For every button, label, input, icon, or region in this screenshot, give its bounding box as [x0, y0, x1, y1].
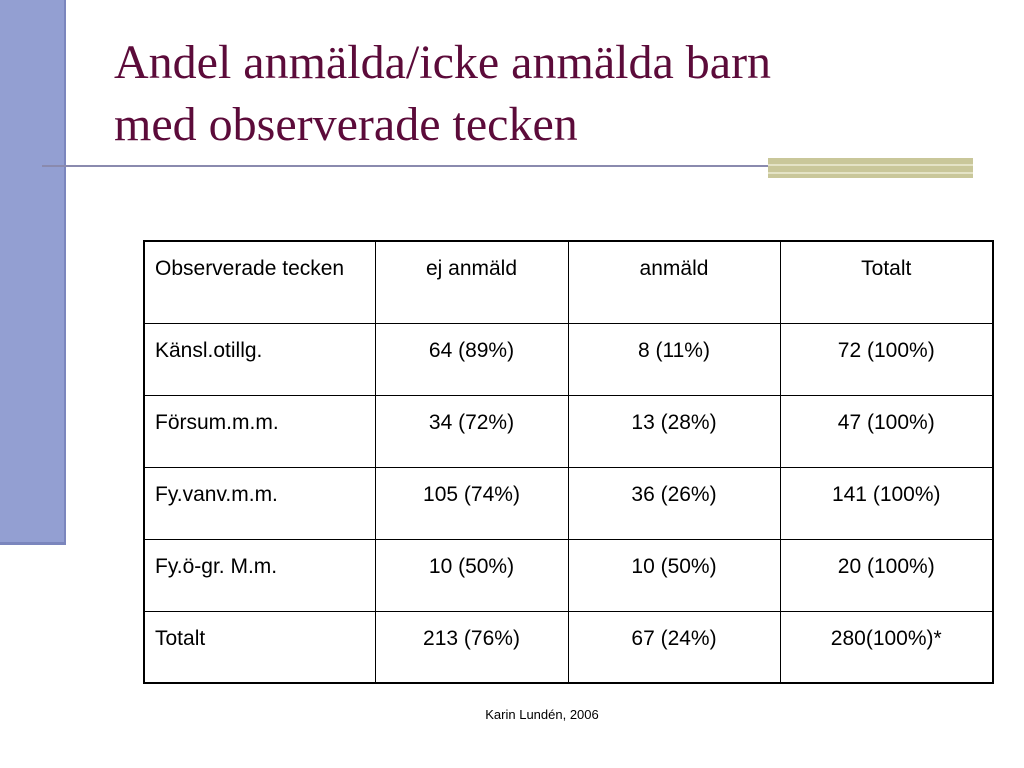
cell-totalt: 280(100%)*: [780, 611, 993, 683]
table-row-total: [144, 611, 993, 683]
title-divider-line: [42, 165, 812, 167]
cell-anmald: 13 (28%): [568, 395, 780, 467]
slide-title-line-1: Andel anmälda/icke anmälda barn: [114, 36, 772, 89]
row-label: Fy.ö-gr. M.m.: [144, 539, 375, 611]
row-label: Känsl.otillg.: [144, 323, 375, 395]
observed-signs-table: [143, 240, 994, 684]
cell-totalt: 72 (100%): [780, 323, 993, 395]
cell-ej-anmald: 34 (72%): [375, 395, 568, 467]
header-cell-totalt: Totalt: [780, 241, 993, 323]
slide-title: [114, 32, 994, 156]
cell-anmald: 8 (11%): [568, 323, 780, 395]
table-row: [144, 467, 993, 539]
row-label: Försum.m.m.: [144, 395, 375, 467]
row-label: Fy.vanv.m.m.: [144, 467, 375, 539]
table-row: [144, 323, 993, 395]
header-cell-anmald: anmäld: [568, 241, 780, 323]
cell-ej-anmald: 10 (50%): [375, 539, 568, 611]
table-row: [144, 395, 993, 467]
cell-anmald: 67 (24%): [568, 611, 780, 683]
cell-totalt: 47 (100%): [780, 395, 993, 467]
cell-ej-anmald: 64 (89%): [375, 323, 568, 395]
title-divider-accent: [768, 158, 973, 178]
table-row: [144, 539, 993, 611]
slide-title-line-2: med observerade tecken: [114, 98, 578, 151]
cell-ej-anmald: 213 (76%): [375, 611, 568, 683]
slide-footer: Karin Lundén, 2006: [485, 707, 599, 722]
row-label: Totalt: [144, 611, 375, 683]
side-accent-bar: [0, 0, 66, 545]
cell-totalt: 20 (100%): [780, 539, 993, 611]
cell-anmald: 36 (26%): [568, 467, 780, 539]
header-cell-observed-signs: Observerade tecken: [144, 241, 375, 323]
table-header-row: [144, 241, 993, 323]
cell-ej-anmald: 105 (74%): [375, 467, 568, 539]
cell-totalt: 141 (100%): [780, 467, 993, 539]
cell-anmald: 10 (50%): [568, 539, 780, 611]
header-cell-ej-anmald: ej anmäld: [375, 241, 568, 323]
